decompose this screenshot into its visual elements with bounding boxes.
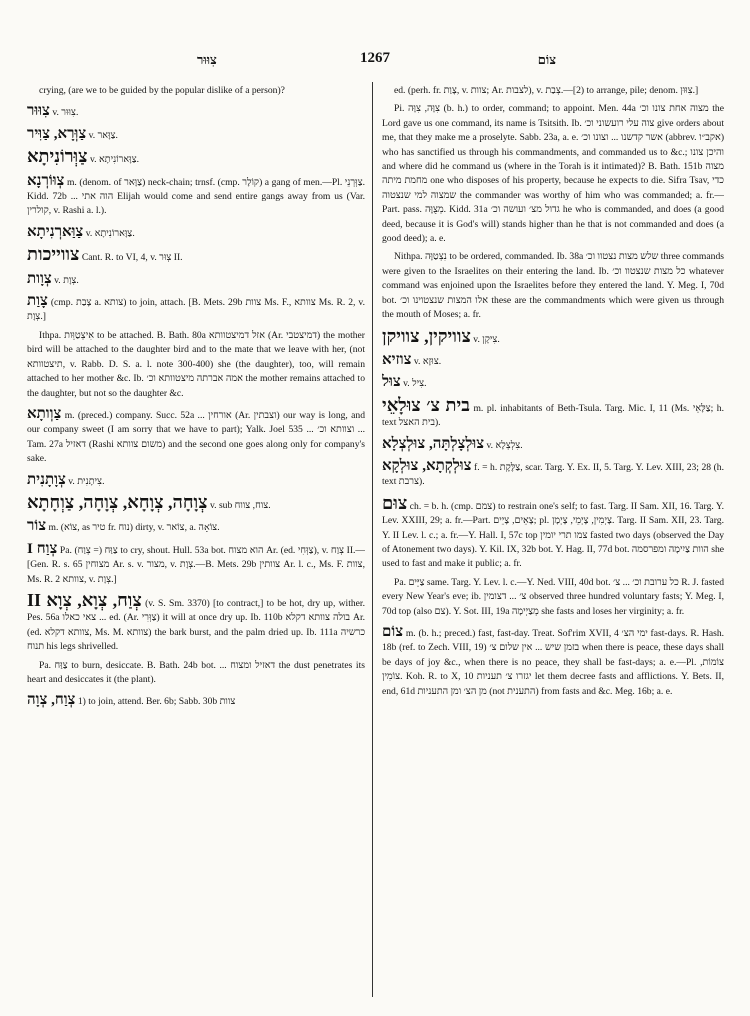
entry-text: v. צוּזָא.: [413, 355, 442, 367]
entry-lemma: צוזיא: [382, 351, 412, 368]
entry-lemma: צְוָות: [27, 270, 52, 287]
entry-text: Nithpa. נִצְטַוָּה to be ordered, commanded. Ib. 38a שלש מצות נצטוו וכ׳ three commands were given to the Israelites on their entering the land. Ib. כל מצות שנצטוו וכ׳ whatever command was enjoined upon the Israelites before they entered the land. Y. Meg. I, 70d bot. אלו המצות שנצטוינו וכ׳ these are the commandments which were given us through the mouth of Moses; a. fr.: [382, 251, 724, 321]
entry-text: m. (b. h.; preced.) fast, fast-day. Treat. Sof'rim XVII, 4 ימי הצ׳ fast-days. R. Hash. 18b (ref. to Zech. VIII, 19) בזמן שיש ... אין שלום צ׳ when there is peace, these days shall be days of joy &c., when there is no peace, they shall be fast-days; a. e.—Pl. צוֹמוֹת, צוֹמִין. Koh. R. to X, 10 יגזרו צ׳ תעניות let them decree fasts and afflictions. Y. Bets. II, end, 61d מן הצ׳ ומן התעניות (not התענית) from fasts and &c. Meg. 16b; a. e.: [382, 628, 724, 697]
dictionary-entry: [27, 691, 365, 709]
entry-lemma: צָוַת: [27, 293, 48, 310]
entry-text: v. צִיל.: [403, 378, 427, 390]
dictionary-entry: [382, 435, 724, 453]
entry-lemma: צַוְּרָא, צַוִּיר: [27, 125, 87, 142]
dictionary-entry: [382, 250, 724, 322]
right-running-headword: צוֹם: [537, 52, 556, 67]
entry-text: (v. S. Sm. 3370) [to contract,] to be hot, dry up, wither. Pes. 56a צאי כאלו ... ed. (Ar. צַוְּרִי) it will at once dry up. Ib. 110b בולה צוותא דקלא Ar. (ed. צוותא דקלא, Ms. M. צוותא) the bark burst, and the palm dried up. Ib. 111a כרשיה תנוח his legs shrivelled.: [27, 597, 365, 653]
dictionary-entry: [27, 659, 365, 688]
entry-lemma: צְוַח, צְוָה: [27, 692, 76, 709]
dictionary-entry: [382, 623, 724, 699]
entry-text: v. צִיתָנִית.: [68, 475, 105, 487]
entry-text: ch. = b. h. (cmp. צמם) to restrain one's self; to fast. Targ. II Sam. XII, 16. Targ. Y. Lev. XXIII, 29; a. fr.—Part. צָאֵים, צָיֵים; pl. צָיְמִין, צָיְמֵי, צָיְמָן. Targ. II Sam. XII, 23. Targ. Y. II Lev. l. c.; a. fr.—Y. Hall. I, 57c top צמו תרי יומין fasted two days (observed the Day of Atonement two days). Y. Kil. IX, 32b bot. Y. Hag. II, 77d bot. הוות צַיִימָה ומפרסמה she used to fast and make it public; a. fr.: [382, 500, 724, 570]
entry-lemma: בית צ׳ צוּלָאֵי: [382, 394, 470, 415]
dictionary-entry: [382, 351, 724, 369]
entry-text: Cant. R. to VI, 4, v. צְוּר II.: [81, 252, 183, 264]
dictionary-entry: [27, 471, 365, 489]
entry-text: crying, (are we to be guided by the popular dislike of a person)?: [39, 85, 285, 96]
entry-text: v. צִלְצְלָא.: [486, 439, 523, 451]
entry-text: ed. (perh. fr. צָוַת, v. צוות; Ar. לצבות), v. צְבַת.—[2) to arrange, pile; denom. צִוּוּן.]: [394, 85, 699, 96]
entry-text: Pi. צִוָּה, צִוָּה (b. h.) to order, command; to appoint. Men. 44a מצוה אחת צונו וכ׳ the Lord gave us one command, its name is Tsitsith. Ib. צוה עלי רועשוני וכ׳ give orders about me, that they make me a proselyte. Sabb. 23a, a. e. אשר קדשנו ... וצונו וכ׳ (abbrev. אקב״ו) who has sanctified us through his commandments, and commanded us to &c.; והיכן צונו and where did he command us (where in the Torah is it intimated)? B. Bath. 151b מצוה מחמת מיתה one who disposes of his property, because he expects to die. Sifra Tsav, כדי שמצוה למי שנצטוה the commander was worthy of him who was commanded; a. fr.—Part. pass. מְצֻוֶּה. Kidd. 31a גדול מצ׳ ועושה וכ׳ he who is commanded, and does (a good deed, because it is God's will) stands higher than he that is not commanded and does (a good deed); a. e.: [382, 103, 724, 245]
entry-lemma: צְוַח, צְוָא, צְוָא II: [27, 589, 142, 610]
entry-text: v. צַוָּארוֹנִיתָא.: [85, 227, 135, 239]
entry-lemma: צוּל: [382, 374, 401, 391]
dictionary-entry: [27, 147, 365, 167]
dictionary-entry: [27, 540, 365, 587]
dictionary-entry: [382, 84, 724, 98]
entry-lemma: צוּלְצָלְתָּה, צוּלְצְלָא: [382, 435, 485, 452]
page-header: [0, 52, 750, 72]
entry-lemma: צוֹר: [27, 518, 47, 535]
column-divider: [372, 82, 373, 997]
entry-text: Pa. צַוַּח (= צְוַח) to cry, shout. Hull. 53a bot. הוא מצוח Ar. (ed. צַוְּחִי), v. צְוַח II.—[Gen. R. s. 65 מצוחין Ar. s. v. מצור, v. צְוָת.—B. Mets. 29b צוותין Ar. l. c., Ms. F. צוות, Ms. R. 2 צוותא, v. צְוָת.]: [27, 544, 365, 585]
entry-text: v. צַוָּאר.: [88, 129, 118, 141]
entry-lemma: צְוּוֹרְנָא: [27, 172, 65, 189]
dictionary-entry: [27, 493, 365, 513]
entry-lemma: צוויקין, צוויקן: [382, 325, 471, 346]
dictionary-entry: [382, 396, 724, 431]
dictionary-entry: [27, 405, 365, 467]
entry-lemma: צְוַח I: [27, 540, 58, 557]
entry-text: Ithpa. אִיצְטַוֵּות to be attached. B. Bath. 80a אזל דמיצטוותא (Ar. דמיצטבי) the mother bird will be attached to the daughter bird and to the mate that we leave with her, (not תיצטוותא, v. Rabb. D. S. a. l. note 300-400) she (the daughter), too, will remain attached to her mother &c. Ib. אמה אברתה מיצטוותא וכ׳ the mother remains attached to the daughter, but not so the daughter &c.: [27, 329, 365, 399]
entry-lemma: צווייכות: [27, 244, 80, 265]
entry-text: m. (צוֹא, as טיר fr. נוח) dirty, v. צוֹאר, a. צוֹאָה.: [48, 522, 220, 534]
dictionary-entry: [27, 245, 365, 265]
dictionary-entry: [27, 223, 365, 241]
dictionary-entry: [382, 102, 724, 246]
dictionary-entry: [382, 457, 724, 490]
dictionary-entry: [382, 494, 724, 572]
entry-lemma: צִוּוּר: [27, 103, 50, 120]
entry-text: 1) to join, attend. Ber. 6b; Sabb. 30b צוות: [77, 696, 236, 708]
left-column: [27, 84, 365, 1004]
entry-text: v. צִוּוּר.: [52, 107, 79, 119]
entry-lemma: צְוָחָה, צְוָחָא, צְוָחָה, צַוְחָתָא: [27, 491, 208, 512]
entry-text: v. צִיקָן.: [473, 333, 500, 345]
right-column: [382, 84, 724, 1004]
entry-text: (cmp. צָבַת a. צותא) to join, attach. [B. Mets. 29b צוות Ms. F., צוותא Ms. R. 2, v. צְוָת.]: [27, 297, 365, 323]
dictionary-entry: [27, 172, 365, 219]
dictionary-entry: [382, 327, 724, 347]
entry-text: Pa. צַוַּח to burn, desiccate. B. Bath. 24b bot. ... דאזיל ומצוח the dust penetrates its heart and desiccates it (the plant).: [27, 659, 365, 685]
dictionary-entry: [27, 292, 365, 325]
dictionary-entry: [27, 270, 365, 288]
entry-text: m. pl. inhabitants of Beth-Tsula. Targ. Mic. I, 11 (Ms. צַלָּאֵי; h. text בית האצל).: [382, 402, 724, 429]
dictionary-entry: [27, 102, 365, 120]
page-number: 1267: [360, 50, 390, 66]
dictionary-entry: [27, 125, 365, 143]
dictionary-entry: [27, 329, 365, 401]
entry-lemma: צַוְותָא: [27, 405, 62, 422]
entry-text: v. צַוָּארוֹנִיתָא.: [90, 154, 140, 166]
entry-text: v. צְוָת.: [54, 274, 79, 286]
dictionary-entry: [27, 591, 365, 655]
entry-lemma: צוּלְקְתָא, צוּלְקָא: [382, 457, 472, 474]
dictionary-entry: [382, 576, 724, 619]
dictionary-entry: [382, 373, 724, 391]
left-running-headword: צִוּוּר: [197, 52, 217, 67]
entry-text: f. = h. צַלֶּקֶת, scar. Targ. Y. Ex. II, 5. Targ. Y. Lev. XIII, 23; 28 (h. text צרבת).: [382, 461, 724, 488]
entry-text: v. sub צוח, צווח.: [209, 499, 271, 511]
entry-text: m. (preced.) company. Succ. 52a ... אורחין (Ar. וצבתין) our way is long, and our company sweet (I am sorry that we have to part); Yalk. Joel 535 ... וצוותא וכ׳ ... Tam. 27a דאזיל (Rashi משום צוותא) and the second one goes along only for company's sake.: [27, 409, 365, 465]
entry-lemma: צוֹם: [382, 624, 404, 640]
entry-lemma: צוּם: [382, 492, 408, 513]
dictionary-entry: [27, 84, 365, 98]
dictionary-entry: [27, 517, 365, 535]
entry-lemma: צְוָתָנִית: [27, 471, 66, 488]
entry-lemma: צַוְּרוֹנִיתָא: [27, 146, 88, 167]
entry-text: m. (denom. of צַוָּאר) neck-chain; trnsf. (cmp. קוֹלָר) a gang of men.—Pl. צַוְּרְנֵי. Kidd. 72b ... הוה אתי Elijah would come and send entire gangs away from us (Var. קולרין, v. Rashi a. l.).: [27, 176, 365, 217]
entry-lemma: צַוַּארְנִיתָא: [27, 223, 84, 240]
entry-text: Pa. צַיֵּים same. Targ. Y. Lev. l. c.—Y. Ned. VIII, 40d bot. כל ערובת וכ׳ ... צ׳ R. J. fasted every New Year's eve; ib. צ׳ ... דצומין observed three hundred voluntary fasts; Y. Meg. I, 70d top (also צם). Y. Sot. III, 19a מְצַיְימָה she fasts and loses her virginity; a. fr.: [382, 576, 724, 617]
